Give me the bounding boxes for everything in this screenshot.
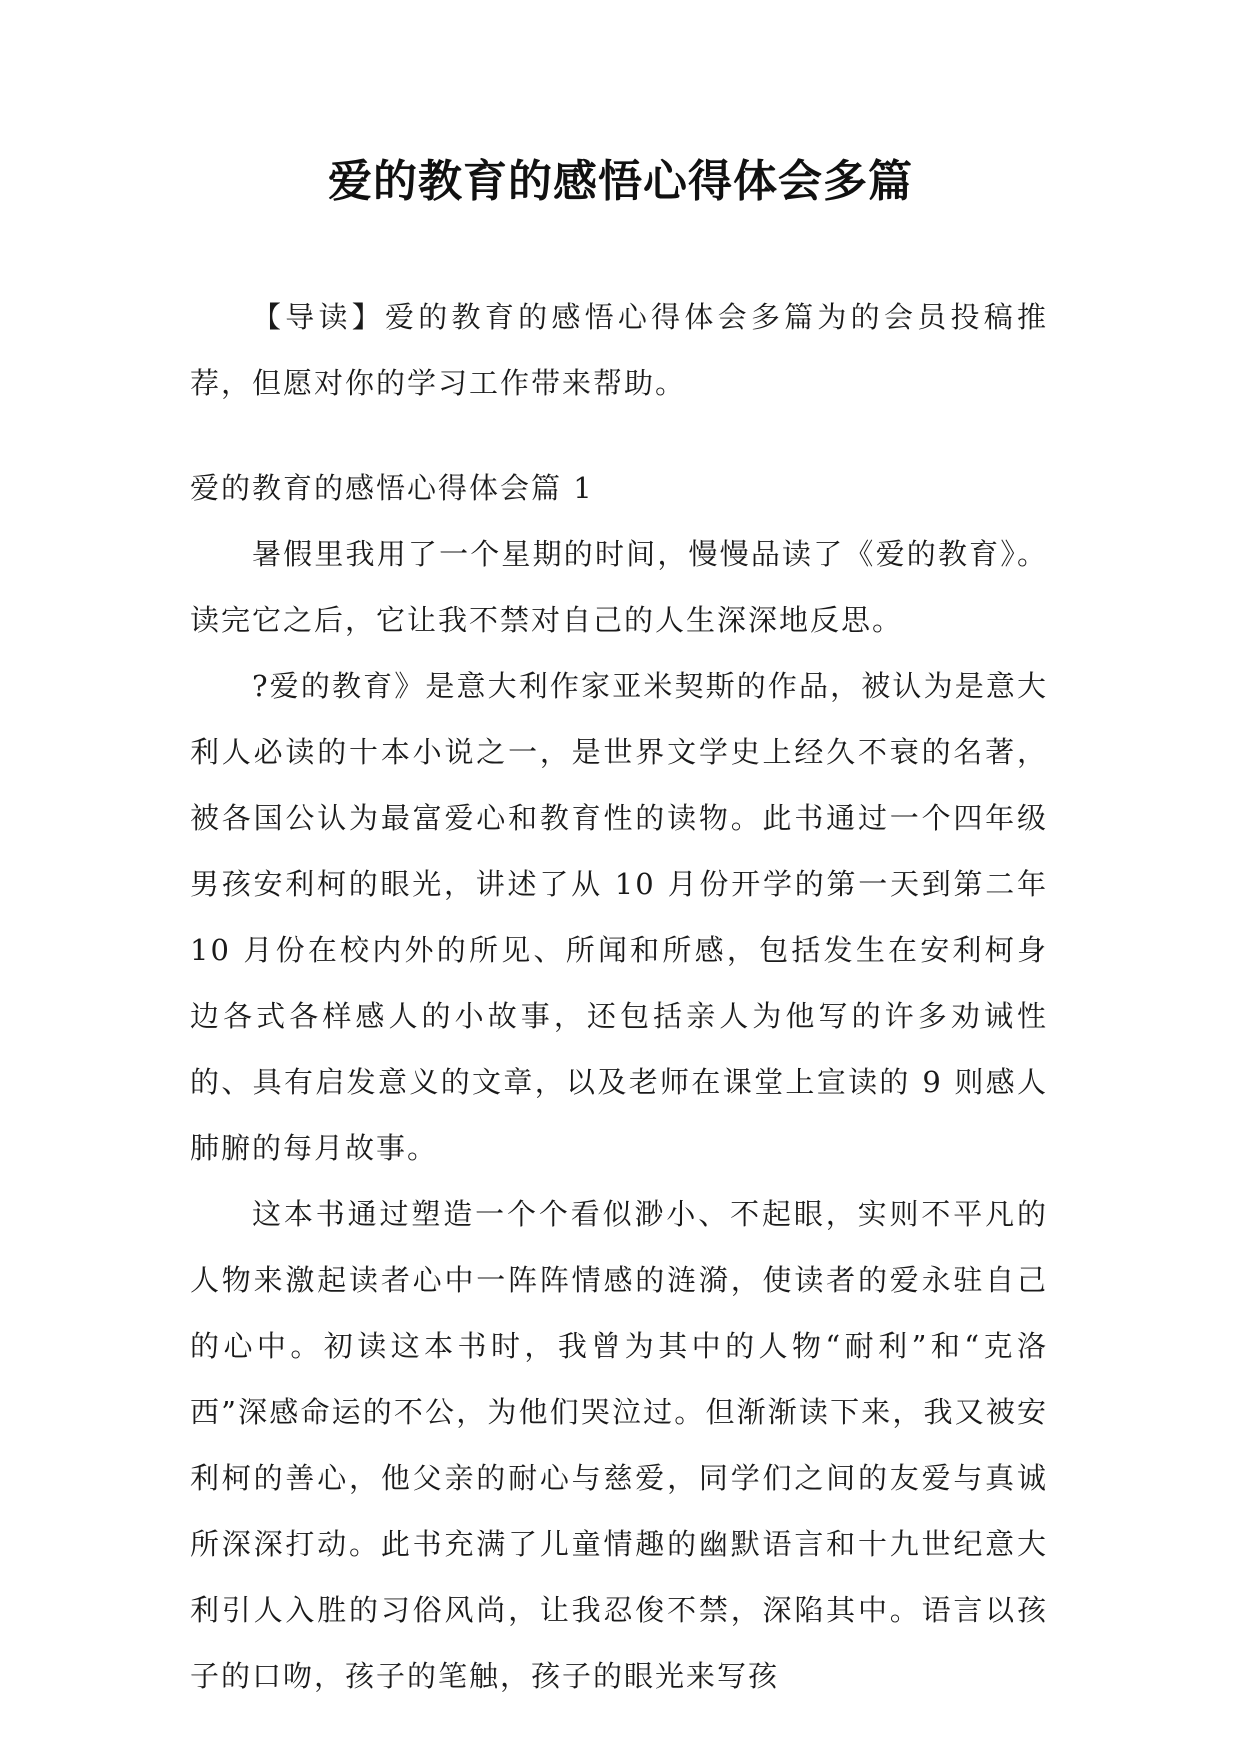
- intro-paragraph: 【导读】爱的教育的感悟心得体会多篇为的会员投稿推荐，但愿对你的学习工作带来帮助。: [190, 300, 1048, 400]
- section-heading: 爱的教育的感悟心得体会篇 1: [190, 471, 594, 505]
- paragraph-3: 这本书通过塑造一个个看似渺小、不起眼，实则不平凡的人物来激起读者心中一阵阵情感的涟漪，使读者的爱永驻自己的心中。初读这本书时，我曾为其中的人物“耐利”和“克洛西”深感命运的不公，为他们哭泣过。但渐渐读下来，我又被安利柯的善心，他父亲的耐心与慈爱，同学们之间的友爱与真诚所深深打动。此书充满了儿童情趣的幽默语言和十九世纪意大利引人入胜的习俗风尚，让我忍俊不禁，深陷其中。语言以孩子的口吻，孩子的笔触，孩子的眼光来写孩: [190, 1197, 1048, 1693]
- paragraph-1: 暑假里我用了一个星期的时间，慢慢品读了《爱的教育》。读完它之后，它让我不禁对自己的人生深深地反思。: [190, 537, 1048, 637]
- paragraph-2: ?爱的教育》是意大利作家亚米契斯的作品，被认为是意大利人必读的十本小说之一，是世界文学史上经久不衰的名著，被各国公认为最富爱心和教育性的读物。此书通过一个四年级男孩安利柯的眼光，讲述了从 10 月份开学的第一天到第二年 10 月份在校内外的所见、所闻和所感，包括发生在安利柯身边各式各样感人的小故事，还包括亲人为他写的许多劝诫性的、具有启发意义的文章，以及老师在课堂上宣读的 9 则感人肺腑的每月故事。: [190, 669, 1048, 1165]
- intro-block: [190, 284, 1048, 416]
- section-1: [190, 455, 1048, 1709]
- document-title: 爱的教育的感悟心得体会多篇: [328, 156, 913, 207]
